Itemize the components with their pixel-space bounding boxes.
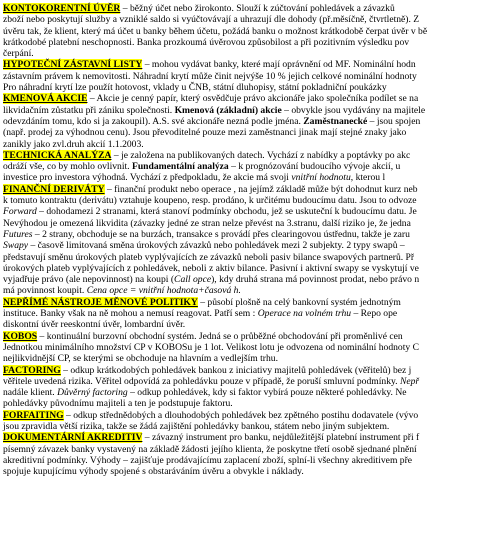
text-line: k tomuto kontraktu (derivátu) vztahuje koupeno, resp. prodáno, k určitému budoucímu datu. Jsou to odvoze: [3, 195, 417, 207]
text-line: (např. prodej za výhodnou cenu). Jsou převoditelné pouze mezi zaměstnanci jinak mají stejné znaky jako: [3, 127, 407, 139]
text-segment: – Repo ope: [351, 308, 398, 320]
text-segment: – jsou spojen: [367, 115, 421, 127]
text-line: [3, 206, 488, 217]
text-line: [3, 229, 488, 240]
bold-term: Fundamentální analýza: [131, 161, 229, 173]
text-segment: instituce. Banky však na ně mohou a nemusí reagovat. Patří sem :: [3, 308, 258, 320]
text-line: úvěru tak, že klient, který má účet u banky během účetu, požádá banku o možnost krátkodobě čerpat úvěr v bě: [3, 25, 428, 37]
italic-term: Cena opce = vnitřní hodnota+časová h.: [86, 285, 241, 297]
text-line: [3, 387, 488, 398]
text-segment: – obvykle jsou vydávány na majitele: [281, 104, 426, 116]
text-line: – Akcie je cenný papír, který osvědčuje právo akcionáře jako společníka podílet se na: [87, 93, 419, 105]
text-line: [3, 116, 488, 127]
text-line: akreditivní podmínky. Výhody – zajišťuje prodávajícímu zaplacení zboží, splní-li všechny akreditivem pře: [3, 454, 413, 466]
paragraph-kobos: [3, 331, 488, 342]
term-hypotecni: HYPOTEČNÍ ZÁSTAVNÍ LISTY: [3, 59, 143, 71]
term-neprime: NEPŘÍMÉ NÁSTROJE MĚNOVÉ POLITIKY: [3, 296, 198, 308]
text-line: – je založena na publikovaných datech. Vychází z nabídky a poptávky po akc: [111, 149, 411, 161]
term-kmenova: KMENOVÁ AKCIE: [3, 93, 88, 105]
text-line: zanikly jako zvl.druh akcií 1.1.2003.: [3, 138, 144, 150]
text-line: představují směnu úrokových plateb vyplývajících ze závazků neboli pasiv bilance swapových partnerů. Př: [3, 251, 415, 263]
paragraph-forfaiting: [3, 410, 488, 421]
text-segment: – časově limitovaná směna úrokových závazků nebo pohledávek mezi 2 subjekty. 2 typy swapů –: [28, 240, 405, 252]
bold-term: Kmenová (základní) akcie: [174, 104, 282, 116]
text-line: pohledávky původnímu majiteli a ten je podstupuje faktoru.: [3, 398, 233, 410]
text-line: diskontní úvěr reeskontní úvěr, lombardní úvěr.: [3, 319, 186, 331]
text-line: – závazný instrument pro banku, nejdůležitější platební instrument při f: [142, 432, 420, 444]
text-line: Jednotkou minimálního množství CP v KOBOSu je 1 lot. Velikost lotu je odvozena od nominální hodnoty C: [3, 341, 419, 353]
term-factoring: FACTORING: [3, 364, 61, 376]
text-line: spojuje kupujícímu výhody spojené s obstaráváním úvěru a obvykle i náklady.: [3, 466, 304, 478]
text-segment: likvidačním zůstatku při zániku společnosti.: [3, 104, 175, 116]
text-segment: vyjadřuje právo (ale nepovinnost) na koupi (: [3, 274, 175, 286]
term-akreditiv: DOKUMENTÁRNÍ AKREDITIV: [3, 432, 143, 444]
text-line: jsou zpravidla větší rizika, takže se žádá zajištění pohledávky bankou, státem nebo jiným subjektem.: [3, 420, 390, 432]
text-line: čerpání.: [3, 48, 34, 60]
paragraph-kontokorent: [3, 3, 488, 14]
text-line: zboží nebo poskytují služby a vzniklé saldo si vyúčtovávají a uhrazují dle dohody (př.měsíčně, čtvrtletně). Z: [3, 14, 420, 26]
italic-term: vnitřní hodnotu: [291, 172, 351, 184]
text-segment: ), kdy druhá strana má povinnost prodat, nebo právo n: [211, 274, 420, 286]
paragraph-hypotecni: [3, 59, 488, 70]
italic-term: Futures: [3, 228, 33, 240]
text-segment: – odkup pohledávek, kdy si faktor vybírá pouze některé pohledávky. Ne: [127, 387, 407, 399]
text-line: [3, 274, 488, 285]
text-line: [3, 172, 488, 183]
italic-term: Call opce: [174, 274, 212, 286]
paragraph-akreditiv: [3, 432, 488, 443]
text-line: úrokových plateb vyplývajících z pohledávek, neboli z aktiv bilance. Pasivní i aktivní swapy se vyskytují ve: [3, 262, 419, 274]
text-line: [3, 308, 488, 319]
text-segment: – 2 strany, obchoduje se na burzách, transakce s provádí přes clearingovou ústřednu, takže je zaru: [32, 228, 410, 240]
text-segment: má povinnost koupit.: [3, 285, 87, 297]
text-segment: , kterou l: [350, 172, 386, 184]
italic-term: Důvěrný factoring: [57, 387, 128, 399]
text-segment: – dohodamezi 2 stranami, která stanoví podmínky obchodu, jež se uskuteční k budoucímu datu. Je: [36, 206, 417, 218]
text-line: [3, 285, 488, 296]
text-line: – kontinuální burzovní obchodní systém. Jedná se o průběžné obchodování při proměnlivé cen: [37, 330, 403, 342]
term-kontokorent: KONTOKORENTNÍ ÚVĚR: [3, 3, 121, 14]
term-forfaiting: FORFAITING: [3, 409, 64, 421]
text-line: – odkup střednědobých a dlouhodobých pohledávek bez zpětného postihu dodavatele (vývo: [63, 409, 419, 421]
term-kobos: KOBOS: [3, 330, 38, 342]
paragraph-neprime: [3, 297, 488, 308]
paragraph-factoring: [3, 365, 488, 376]
text-line: krátkodobé platební neschopnosti. Banka prozkoumá úvěrovou způsobilost a při pozitivním výsledku pov: [3, 36, 410, 48]
text-line: – běžný účet nebo žirokonto. Slouží k zúčtování pohledávek a závazků: [120, 3, 395, 14]
bold-term: Zaměstnanecké: [303, 115, 368, 127]
text-line: [3, 105, 488, 116]
paragraph-financni: [3, 184, 488, 195]
text-line: písemný závazek banky vystavený na základě žádosti jejího klienta, že poskytne třetí osobě sjednané plnění: [3, 443, 417, 455]
text-segment: odráží vše, co by mohlo ovlivnit.: [3, 161, 132, 173]
text-line: [3, 161, 488, 172]
italic-term: Swapy: [3, 240, 29, 252]
text-segment: odevzdáním tomu, kdo si ja zakoupil). A.S. své akcionáře nezná podle jména.: [3, 115, 304, 127]
text-line: – mohou vydávat banky, které mají oprávnění od MF. Nominální hodn: [142, 59, 416, 71]
text-line: – finanční produkt nebo operace , na jejímž základě může být dohodnut kurz neb: [104, 183, 418, 195]
text-line: – působí plošně na celý bankovní systém jednotným: [197, 296, 401, 308]
text-line: zástavním právem k nemovitosti. Náhradní krytí může činit nejvýše 10 % jejich celkové nominální hodnoty: [3, 70, 417, 82]
text-segment: investice pro investora výhodná. Vychází z předpokladu, že akcie má svoji: [3, 172, 292, 184]
text-line: nejlikvidnější CP, se kterými se obchoduje na hlavním a vedlejším trhu.: [3, 353, 278, 365]
text-line: – odkup krátkodobých pohledávek bankou z iniciativy majitelů pohledávek (věřitelů) bez j: [60, 364, 412, 376]
text-segment: nadále klient.: [3, 387, 58, 399]
text-line: Pro náhradní krytí lze použít hotovost, vklady u ČNB, státní dluhopisy, státní pokladniční poukázky: [3, 82, 387, 94]
text-segment: – k prognózování budoucího vývoje akcií, u: [228, 161, 401, 173]
text-segment: věřitele uvedená rizika. Věřitel odpovídá za pohledávku pouze v případě, že poruší smluvní podmínky.: [3, 375, 400, 387]
italic-term: Nepř: [399, 375, 420, 387]
italic-term: Forward: [3, 206, 37, 218]
text-line: [3, 240, 488, 251]
text-line: Nevýhodou je omezená likvidita (závazky jedné ze stran nelze převést na 3.stranu, další riziko je, že jedna: [3, 217, 411, 229]
italic-term: Operace na volném trhu: [257, 308, 352, 320]
term-technicka: TECHNICKÁ ANALÝZA: [3, 149, 112, 161]
text-line: [3, 376, 488, 387]
paragraph-kmenova: [3, 93, 488, 104]
paragraph-technicka: [3, 150, 488, 161]
term-financni: FINANČNÍ DERIVÁTY: [3, 183, 105, 195]
